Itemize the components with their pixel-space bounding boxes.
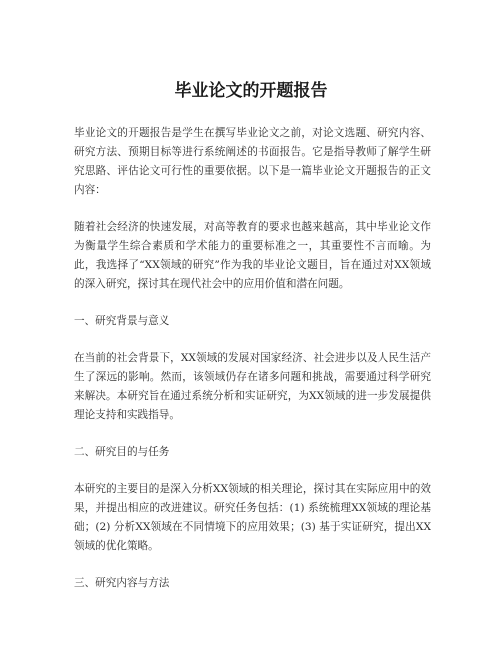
section-1-paragraph: 在当前的社会背景下，XX领域的发展对国家经济、社会进步以及人民生活产生了深远的影响。然而，该领域仍存在诸多问题和挑战，需要通过科学研究来解决。本研究旨在通过系统分析和实证研究，为XX领域的进一步发展提供理论支持和实践指导。 <box>74 352 431 421</box>
section-2-paragraph: 本研究的主要目的是深入分析XX领域的相关理论，探讨其在实际应用中的效果，并提出相应的改进建议。研究任务包括：(1) 系统梳理XX领域的理论基础；(2) 分析XX领域在不同情境下的应用效果；(3) 基于实证研究，提出XX领域的优化策略。 <box>74 483 431 552</box>
background-paragraph: 随着社会经济的快速发展，对高等教育的要求也越来越高，其中毕业论文作为衡量学生综合素质和学术能力的重要标准之一，其重要性不言而喻。为此，我选择了“XX领域的研究”作为我的毕业论文题目，旨在通过对XX领域的深入研究，探讨其在现代社会中的应用价值和潜在问题。 <box>74 221 431 290</box>
section-heading-1: 一、研究背景与意义 <box>74 315 170 327</box>
document-title: 毕业论文的开题报告 <box>174 81 328 101</box>
section-heading-2: 二、研究目的与任务 <box>74 446 170 458</box>
section-heading-3: 三、研究内容与方法 <box>74 577 170 589</box>
intro-paragraph: 毕业论文的开题报告是学生在撰写毕业论文之前，对论文选题、研究内容、研究方法、预期目标等进行系统阐述的书面报告。它是指导教师了解学生研究思路、评估论文可行性的重要依据。以下是一篇毕业论文开题报告的正文内容： <box>74 127 431 196</box>
document-body <box>74 124 431 611</box>
